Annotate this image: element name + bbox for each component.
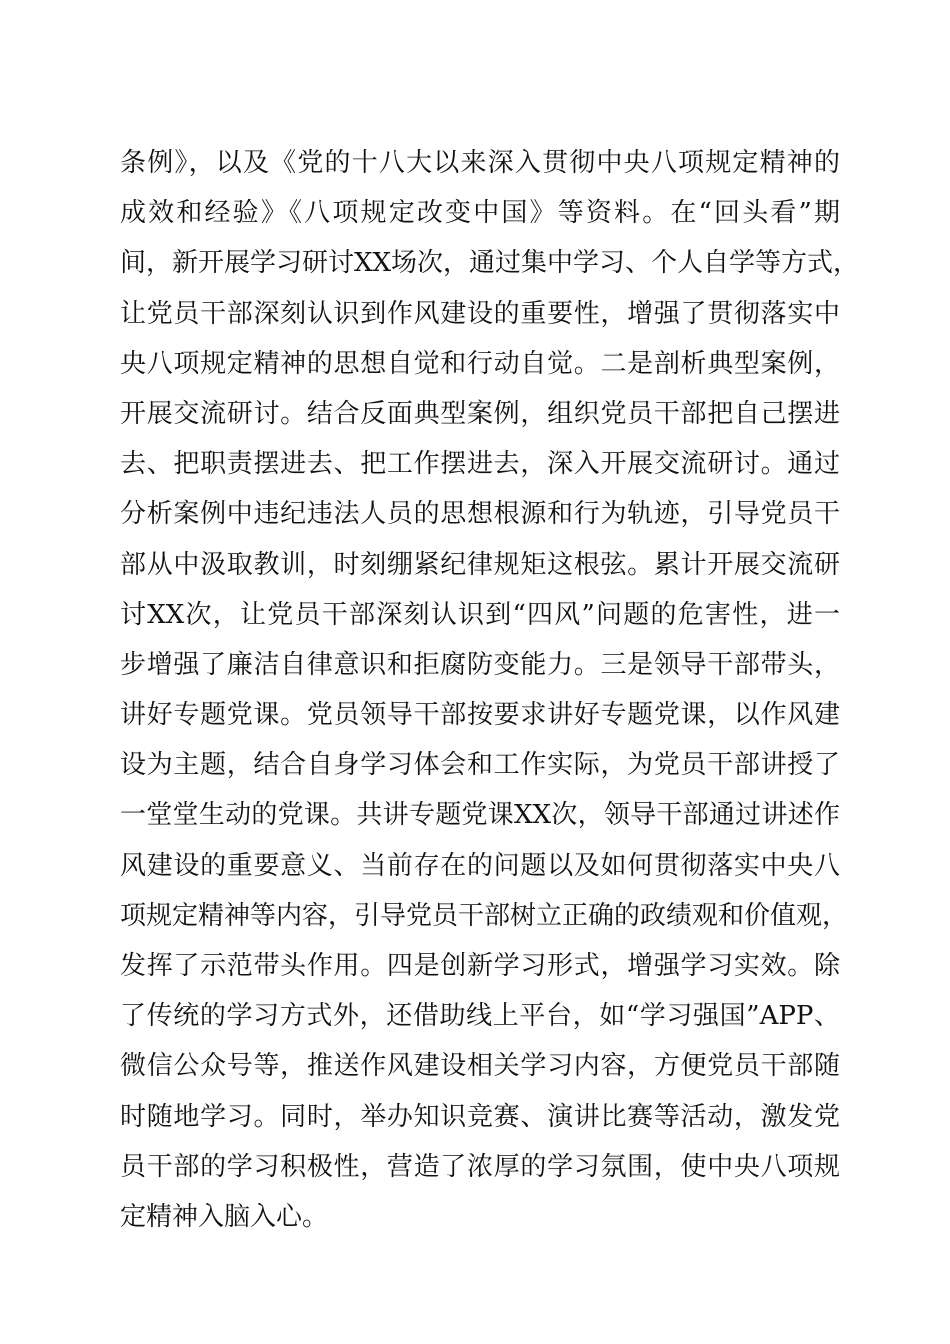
text-line: 风建设的重要意义、当前存在的问题以及如何贯彻落实中央八 [120,850,840,881]
text-line: 步增强了廉洁自律意识和拒腐防变能力。三是领导干部带头， [120,649,840,680]
text-line: 部从中汲取教训，时刻绷紧纪律规矩这根弦。累计开展交流研 [120,549,840,580]
text-line: 微信公众号等，推送作风建设相关学习内容，方便党员干部随 [120,1051,840,1082]
text-line: 让党员干部深刻认识到作风建设的重要性，增强了贯彻落实中 [120,298,840,329]
text-line: 开展交流研讨。结合反面典型案例，组织党员干部把自己摆进 [120,398,840,429]
text-line: 了传统的学习方式外，还借助线上平台，如“学习强国”APP、 [120,1001,840,1032]
text-line: 央八项规定精神的思想自觉和行动自觉。二是剖析典型案例， [120,348,840,379]
body-paragraph [120,138,860,1242]
text-line: 间，新开展学习研讨XX场次，通过集中学习、个人自学等方式， [120,248,860,279]
text-line: 发挥了示范带头作用。四是创新学习形式，增强学习实效。除 [120,951,840,981]
text-line: 讲好专题党课。党员领导干部按要求讲好专题党课，以作风建 [120,700,840,731]
text-line: 成效和经验》《八项规定改变中国》等资料。在“回头看”期 [120,198,840,229]
text-line: 讨XX次，让党员干部深刻认识到“四风”问题的危害性，进一 [120,599,840,630]
text-line: 设为主题，结合自身学习体会和工作实际，为党员干部讲授了 [120,750,840,781]
text-line: 员干部的学习积极性，营造了浓厚的学习氛围，使中央八项规 [120,1151,840,1182]
text-line: 项规定精神等内容，引导党员干部树立正确的政绩观和价值观， [120,900,849,931]
text-line: 条例》，以及《党的十八大以来深入贯彻中央八项规定精神的 [120,148,840,178]
text-line: 一堂堂生动的党课。共讲专题党课XX次，领导干部通过讲述作 [120,800,840,831]
text-line: 去、把职责摆进去、把工作摆进去，深入开展交流研讨。通过 [120,449,840,480]
text-line: 分析案例中违纪违法人员的思想根源和行为轨迹，引导党员干 [120,499,840,530]
text-line: 定精神入脑入心。 [120,1201,329,1232]
text-line: 时随地学习。同时，举办知识竞赛、演讲比赛等活动，激发党 [120,1101,840,1132]
